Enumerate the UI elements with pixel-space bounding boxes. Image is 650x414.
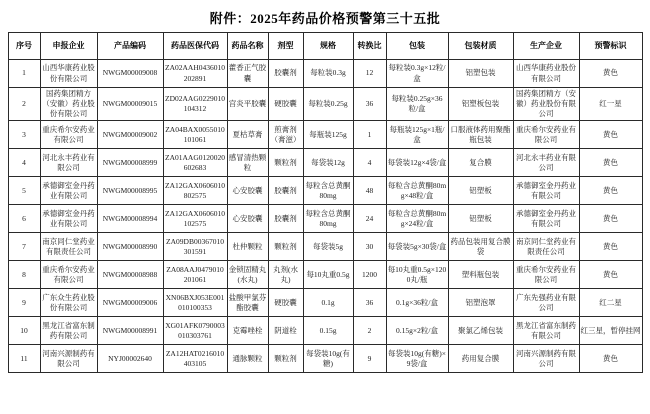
cell-package: 每袋装12g×4袋/盒 — [386, 149, 448, 177]
table-row — [8, 60, 642, 88]
cell-package-material: 聚氯乙烯包装 — [448, 317, 513, 345]
cell-drug-name: 夏枯草膏 — [227, 121, 268, 149]
cell-manufacturer: 重庆希尔安药业有限公司 — [513, 261, 579, 289]
cell-insurance-code: ZA12HAT0216010403105 — [163, 345, 227, 373]
cell-spec: 每袋装12g — [303, 149, 353, 177]
cell-package: 0.1g×36粒/盒 — [386, 289, 448, 317]
cell-package-material: 口服液体药用聚酯瓶包装 — [448, 121, 513, 149]
cell-product-code: NWGM00008995 — [97, 177, 163, 205]
cell-drug-name: 心安胶囊 — [227, 177, 268, 205]
cell-package-material: 复合膜 — [448, 149, 513, 177]
table-row — [8, 177, 642, 205]
cell-index: 11 — [8, 345, 40, 373]
cell-package-material: 铝塑泡罩 — [448, 289, 513, 317]
cell-package: 每粒装0.3g×12粒/盒 — [386, 60, 448, 88]
column-header-product-code: 产品编码 — [97, 33, 163, 60]
cell-insurance-code: ZA08AAJ0479010201061 — [163, 261, 227, 289]
column-header-manufacturer: 生产企业 — [513, 33, 579, 60]
cell-applicant: 国药集团精方（安徽）药业股份有限公司 — [40, 88, 97, 121]
cell-dosage-form: 硬胶囊 — [268, 289, 303, 317]
column-header-drug-name: 药品名称 — [227, 33, 268, 60]
cell-drug-name: 盐酸甲氯芬酯胶囊 — [227, 289, 268, 317]
cell-warning-mark: 黄色 — [579, 177, 642, 205]
table-row — [8, 149, 642, 177]
cell-applicant: 黑龙江省富东制药有限公司 — [40, 317, 97, 345]
cell-product-code: NWGM00008999 — [97, 149, 163, 177]
cell-index: 6 — [8, 205, 40, 233]
cell-product-code: NWGM00009002 — [97, 121, 163, 149]
cell-insurance-code: ZA01AAG0120020602683 — [163, 149, 227, 177]
column-header-spec: 规格 — [303, 33, 353, 60]
cell-conversion-ratio: 36 — [353, 289, 386, 317]
cell-conversion-ratio: 36 — [353, 88, 386, 121]
cell-product-code: NWGM00009015 — [97, 88, 163, 121]
column-header-warning-mark: 预警标识 — [579, 33, 642, 60]
cell-insurance-code: ZA04BAX0055010101061 — [163, 121, 227, 149]
column-header-package: 包装 — [386, 33, 448, 60]
cell-drug-name: 通脉颗粒 — [227, 345, 268, 373]
cell-drug-name: 藿香正气胶囊 — [227, 60, 268, 88]
cell-insurance-code: XG01AFK0790003010303761 — [163, 317, 227, 345]
cell-insurance-code: ZD02AAG0229010104312 — [163, 88, 227, 121]
cell-package: 每袋装10g(有糖)×9袋/盒 — [386, 345, 448, 373]
cell-manufacturer: 山西华康药业股份有限公司 — [513, 60, 579, 88]
cell-applicant: 南京同仁堂药业有限责任公司 — [40, 233, 97, 261]
table-row — [8, 289, 642, 317]
table-body — [8, 60, 642, 373]
cell-applicant: 承德御室金丹药业有限公司 — [40, 177, 97, 205]
cell-drug-name: 宫炎平胶囊 — [227, 88, 268, 121]
cell-manufacturer: 黑龙江省富东制药有限公司 — [513, 317, 579, 345]
cell-package-material: 铝塑板包装 — [448, 88, 513, 121]
cell-manufacturer: 国药集团精方（安徽）药业股份有限公司 — [513, 88, 579, 121]
cell-package-material: 药品包装用复合膜袋 — [448, 233, 513, 261]
cell-spec: 0.1g — [303, 289, 353, 317]
cell-insurance-code: ZA02AAH0436010202891 — [163, 60, 227, 88]
column-header-conversion-ratio: 转换比 — [353, 33, 386, 60]
cell-dosage-form: 煎膏剂（膏滋） — [268, 121, 303, 149]
cell-conversion-ratio: 1200 — [353, 261, 386, 289]
cell-conversion-ratio: 30 — [353, 233, 386, 261]
cell-dosage-form: 硬胶囊 — [268, 88, 303, 121]
cell-spec: 每粒含总黄酮80mg — [303, 205, 353, 233]
cell-dosage-form: 颗粒剂 — [268, 345, 303, 373]
cell-index: 7 — [8, 233, 40, 261]
cell-drug-name: 心安胶囊 — [227, 205, 268, 233]
cell-manufacturer: 南京同仁堂药业有限责任公司 — [513, 233, 579, 261]
cell-spec: 每袋装10g(有糖) — [303, 345, 353, 373]
cell-manufacturer: 承德御室金丹药业有限公司 — [513, 205, 579, 233]
cell-spec: 每10丸重0.5g — [303, 261, 353, 289]
cell-dosage-form: 颗粒剂 — [268, 149, 303, 177]
cell-applicant: 重庆希尔安药业有限公司 — [40, 261, 97, 289]
cell-warning-mark: 红二星 — [579, 289, 642, 317]
cell-warning-mark: 黄色 — [579, 233, 642, 261]
cell-spec: 每粒含总黄酮80mg — [303, 177, 353, 205]
cell-dosage-form: 胶囊剂 — [268, 60, 303, 88]
cell-index: 9 — [8, 289, 40, 317]
cell-index: 2 — [8, 88, 40, 121]
drug-price-warning-table — [8, 32, 643, 373]
cell-package-material: 铝塑板 — [448, 205, 513, 233]
cell-product-code: NWGM00008988 — [97, 261, 163, 289]
cell-package: 每粒含总黄酮80mg×48粒/盒 — [386, 177, 448, 205]
cell-product-code: NYJ00002640 — [97, 345, 163, 373]
cell-conversion-ratio: 9 — [353, 345, 386, 373]
cell-dosage-form: 胶囊剂 — [268, 177, 303, 205]
cell-package: 0.15g×2粒/盒 — [386, 317, 448, 345]
cell-index: 4 — [8, 149, 40, 177]
cell-package: 每10丸重0.5g×1200丸/瓶 — [386, 261, 448, 289]
cell-package: 每袋装5g×30袋/盒 — [386, 233, 448, 261]
cell-warning-mark: 黄色 — [579, 149, 642, 177]
cell-applicant: 河南兴源制药有限公司 — [40, 345, 97, 373]
cell-drug-name: 感冒清热颗粒 — [227, 149, 268, 177]
cell-warning-mark: 黄色 — [579, 345, 642, 373]
cell-applicant: 山西华康药业股份有限公司 — [40, 60, 97, 88]
cell-product-code: NWGM00008991 — [97, 317, 163, 345]
cell-manufacturer: 重庆希尔安药业有限公司 — [513, 121, 579, 149]
cell-insurance-code: XN06BXJ053E001010100353 — [163, 289, 227, 317]
cell-applicant: 河北永丰药业有限公司 — [40, 149, 97, 177]
cell-product-code: NWGM00009006 — [97, 289, 163, 317]
cell-package: 每粒含总黄酮80mg×24粒/盒 — [386, 205, 448, 233]
cell-manufacturer: 河北永丰药业有限公司 — [513, 149, 579, 177]
cell-spec: 每粒装0.25g — [303, 88, 353, 121]
cell-product-code: NWGM00008994 — [97, 205, 163, 233]
cell-manufacturer: 广东先强药业有限公司 — [513, 289, 579, 317]
cell-conversion-ratio: 12 — [353, 60, 386, 88]
cell-package: 每粒装0.25g×36粒/盒 — [386, 88, 448, 121]
cell-dosage-form: 丸剂(水丸) — [268, 261, 303, 289]
cell-insurance-code: ZA12GAX0606010802575 — [163, 177, 227, 205]
cell-manufacturer: 承德御室金丹药业有限公司 — [513, 177, 579, 205]
cell-spec: 每粒装0.3g — [303, 60, 353, 88]
cell-insurance-code: ZA09DB00367010301591 — [163, 233, 227, 261]
cell-conversion-ratio: 24 — [353, 205, 386, 233]
cell-package-material: 药用复合膜 — [448, 345, 513, 373]
cell-index: 5 — [8, 177, 40, 205]
cell-product-code: NWGM00008990 — [97, 233, 163, 261]
table-row — [8, 233, 642, 261]
cell-conversion-ratio: 1 — [353, 121, 386, 149]
column-header-dosage-form: 剂型 — [268, 33, 303, 60]
cell-manufacturer: 河南兴源制药有限公司 — [513, 345, 579, 373]
cell-package: 每瓶装125g×1瓶/盒 — [386, 121, 448, 149]
cell-dosage-form: 阴道栓 — [268, 317, 303, 345]
column-header-applicant: 申报企业 — [40, 33, 97, 60]
column-header-index: 序号 — [8, 33, 40, 60]
column-header-package-material: 包装材质 — [448, 33, 513, 60]
page-title: 附件：2025年药品价格预警第三十五批 — [209, 11, 441, 26]
cell-package-material: 铝塑板 — [448, 177, 513, 205]
cell-warning-mark: 黄色 — [579, 205, 642, 233]
cell-product-code: NWGM00009008 — [97, 60, 163, 88]
cell-package-material: 塑料瓶包装 — [448, 261, 513, 289]
cell-spec: 每瓶装125g — [303, 121, 353, 149]
cell-warning-mark: 红三星，暂停挂网 — [579, 317, 642, 345]
cell-warning-mark: 黄色 — [579, 60, 642, 88]
table-row — [8, 205, 642, 233]
cell-index: 1 — [8, 60, 40, 88]
table-row — [8, 121, 642, 149]
table-row — [8, 317, 642, 345]
table-header — [8, 33, 642, 60]
cell-index: 8 — [8, 261, 40, 289]
cell-warning-mark: 黄色 — [579, 261, 642, 289]
column-header-insurance-code: 药品医保代码 — [163, 33, 227, 60]
cell-insurance-code: ZA12GAX0606010102575 — [163, 205, 227, 233]
cell-applicant: 承德御室金丹药业有限公司 — [40, 205, 97, 233]
table-row — [8, 88, 642, 121]
table-row — [8, 345, 642, 373]
cell-dosage-form: 胶囊剂 — [268, 205, 303, 233]
cell-conversion-ratio: 48 — [353, 177, 386, 205]
cell-drug-name: 克霉唑栓 — [227, 317, 268, 345]
cell-spec: 0.15g — [303, 317, 353, 345]
cell-warning-mark: 红一星 — [579, 88, 642, 121]
table-header-row — [8, 33, 642, 60]
cell-drug-name: 金锁固精丸(水丸) — [227, 261, 268, 289]
cell-conversion-ratio: 4 — [353, 149, 386, 177]
cell-conversion-ratio: 2 — [353, 317, 386, 345]
cell-dosage-form: 颗粒剂 — [268, 233, 303, 261]
table-row — [8, 261, 642, 289]
cell-package-material: 铝塑包装 — [448, 60, 513, 88]
cell-applicant: 广东众生药业股份有限公司 — [40, 289, 97, 317]
cell-index: 3 — [8, 121, 40, 149]
cell-spec: 每袋装5g — [303, 233, 353, 261]
cell-index: 10 — [8, 317, 40, 345]
cell-warning-mark: 黄色 — [579, 121, 642, 149]
cell-applicant: 重庆希尔安药业有限公司 — [40, 121, 97, 149]
cell-drug-name: 杜仲颗粒 — [227, 233, 268, 261]
